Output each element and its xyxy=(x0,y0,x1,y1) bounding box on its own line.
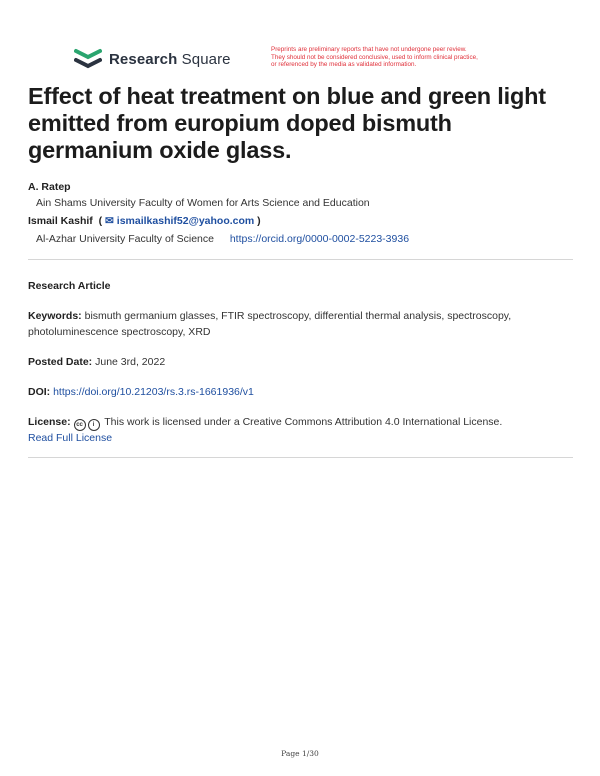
author-affiliation-row xyxy=(36,233,409,245)
divider xyxy=(28,259,573,260)
article-type-value: Research Article xyxy=(28,280,111,292)
posted-date-label: Posted Date: xyxy=(28,356,93,368)
notice-line: or referenced by the media as validated information. xyxy=(271,61,417,69)
preprint-notice xyxy=(271,46,541,69)
page-number: Page 1/30 xyxy=(281,749,319,758)
posted-date xyxy=(28,355,573,371)
doi-label: DOI: xyxy=(28,386,51,398)
keywords-label: Keywords: xyxy=(28,310,82,322)
cc-by-icon: i xyxy=(88,419,100,431)
license xyxy=(28,415,573,447)
keywords-value: bismuth germanium glasses, FTIR spectroscopy, differential thermal analysis, spectroscopy, photoluminescence spectroscopy, XRD xyxy=(28,310,512,338)
orcid-link[interactable]: https://orcid.org/0000-0002-5223-3936 xyxy=(229,233,410,245)
email-close-paren: ) xyxy=(257,215,261,227)
posted-date-value: June 3rd, 2022 xyxy=(95,356,166,368)
doi-link[interactable]: https://doi.org/10.21203/rs.3.rs-1661936/v1 xyxy=(53,386,254,398)
keywords xyxy=(28,309,573,340)
divider xyxy=(28,457,573,458)
logo-text-research: Research xyxy=(109,50,178,68)
author-name-with-email xyxy=(28,215,261,227)
read-license-link[interactable]: Read Full License xyxy=(28,432,113,444)
author-affiliation: Ain Shams University Faculty of Women for Arts Science and Education xyxy=(36,197,370,209)
author-name: Ismail Kashif xyxy=(28,215,93,227)
author-affiliation: Al-Azhar University Faculty of Science xyxy=(36,233,214,245)
paper-title: Effect of heat treatment on blue and green light emitted from europium doped bismuth germanium oxide glass. xyxy=(28,83,546,163)
mail-icon: ✉ xyxy=(105,215,114,227)
research-square-logo[interactable] xyxy=(74,47,231,71)
email-open-paren: ( xyxy=(95,215,103,227)
logo-text xyxy=(109,51,231,68)
doi xyxy=(28,385,573,401)
research-square-logo-icon xyxy=(74,47,102,71)
author-email-link[interactable]: ismailkashif52@yahoo.com xyxy=(116,215,255,227)
logo-text-square: Square xyxy=(181,50,231,68)
article-type xyxy=(28,279,573,295)
license-label: License: xyxy=(28,416,71,428)
notice-line: Preprints are preliminary reports that have not undergone peer review. xyxy=(271,46,467,53)
cc-icon: cc xyxy=(74,419,86,431)
author-name: A. Ratep xyxy=(28,181,71,193)
notice-line: They should not be considered conclusive, used to inform clinical practice, xyxy=(271,53,478,61)
license-text: This work is licensed under a Creative Commons Attribution 4.0 International License. xyxy=(104,416,503,428)
